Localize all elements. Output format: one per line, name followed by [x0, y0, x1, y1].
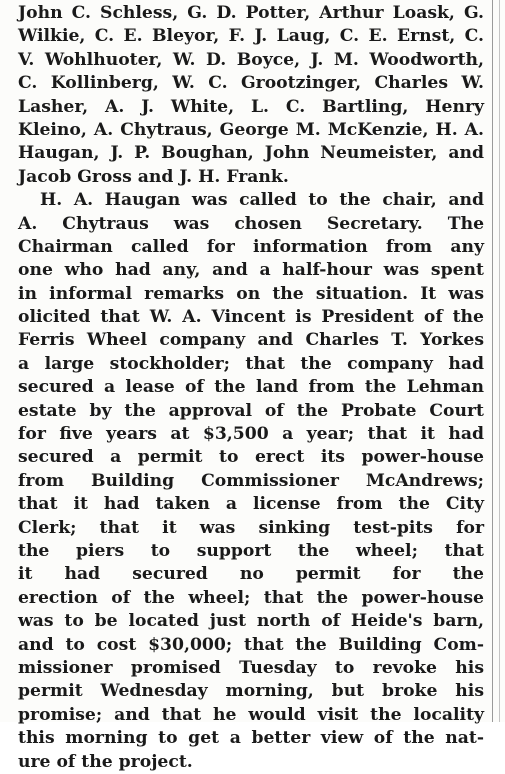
text-line: one who had any, and a half-hour was spent: [18, 260, 484, 281]
text-line: Clerk; that it was sinking test-pits for: [18, 517, 484, 538]
text-line: olicited that W. A. Vincent is President of the: [18, 307, 484, 328]
text-line: for five years at $3,500 a year; that it had: [18, 424, 484, 445]
text-line: and to cost $30,000; that the Building Com-: [18, 634, 484, 655]
text-line: H. A. Haugan was called to the chair, and: [40, 190, 484, 211]
column-rule: [492, 0, 493, 722]
text-line: John C. Schless, G. D. Potter, Arthur Loask, G.: [18, 3, 484, 23]
text-line: Ferris Wheel company and Charles T. Yorkes: [18, 330, 484, 351]
text-line: from Building Commissioner McAndrews;: [18, 470, 484, 491]
text-line: missioner promised Tuesday to revoke his: [18, 657, 484, 678]
paragraph-attendees: [18, 2, 484, 189]
text-line: permit Wednesday morning, but broke his: [18, 681, 484, 702]
text-line: a large stockholder; that the company had: [18, 353, 484, 374]
text-line: this morning to get a better view of the nat-: [18, 728, 484, 749]
text-line: erection of the wheel; that the power-house: [18, 587, 484, 608]
paragraph-meeting: [18, 189, 484, 774]
text-line: promise; and that he would visit the locality: [18, 704, 484, 725]
text-line: it had secured no permit for the: [18, 564, 484, 585]
text-line: secured a lease of the land from the Lehman: [18, 377, 484, 398]
text-line: Lasher, A. J. White, L. C. Bartling, Henry: [18, 96, 484, 117]
text-line: C. Kollinberg, W. C. Grootzinger, Charles W.: [18, 73, 484, 94]
text-line: Haugan, J. P. Boughan, John Neumeister, and: [18, 143, 484, 164]
text-line: V. Wohlhuoter, W. D. Boyce, J. M. Woodworth,: [18, 49, 484, 70]
text-line: in informal remarks on the situation. It was: [18, 283, 484, 304]
text-line: the piers to support the wheel; that: [18, 540, 484, 561]
text-line: that it had taken a license from the City: [18, 494, 484, 515]
column-rule-secondary: [499, 0, 500, 722]
text-line: Chairman called for information from any: [18, 236, 484, 257]
article-body: [18, 2, 484, 774]
text-line: Jacob Gross and J. H. Frank.: [18, 166, 289, 187]
text-line: Kleino, A. Chytraus, George M. McKenzie, H. A.: [18, 119, 484, 140]
text-line: ure of the project.: [18, 751, 193, 772]
text-line: was to be located just north of Heide's barn,: [18, 611, 484, 632]
text-line: Wilkie, C. E. Bleyor, F. J. Laug, C. E. Ernst, C.: [18, 26, 484, 47]
text-line: estate by the approval of the Probate Court: [18, 400, 484, 421]
text-line: A. Chytraus was chosen Secretary. The: [18, 213, 484, 234]
text-line: secured a permit to erect its power-house: [18, 447, 484, 468]
